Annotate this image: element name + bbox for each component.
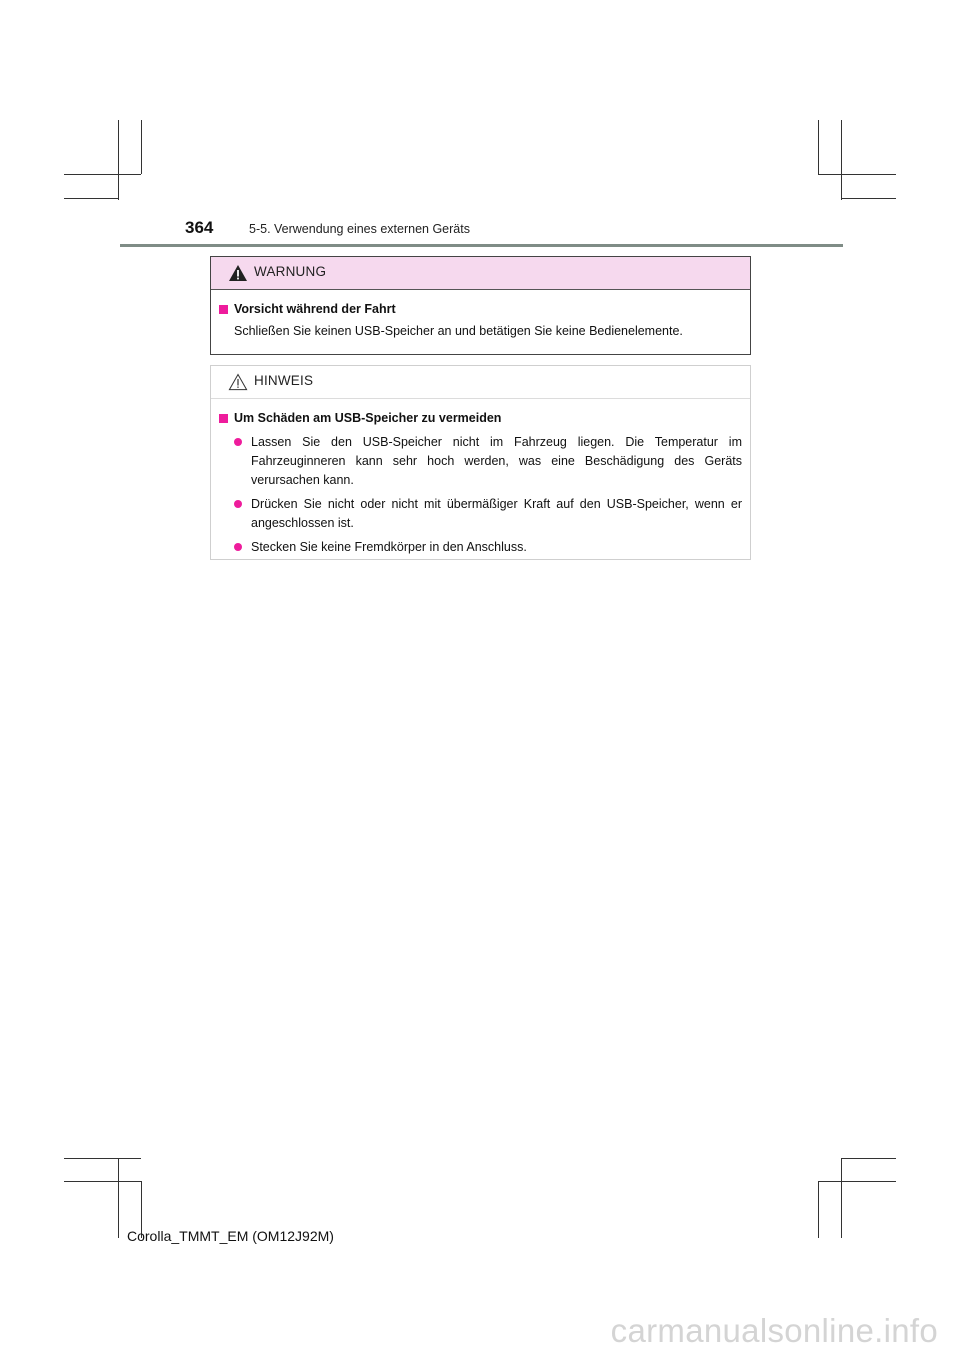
crop-mark: [841, 198, 896, 199]
list-item: [219, 538, 742, 557]
list-item-text: Drücken Sie nicht oder nicht mit übermäßiger Kraft auf den USB-Speicher, wenn er angeschlossen ist.: [251, 497, 742, 530]
crop-mark: [818, 174, 896, 175]
crop-mark: [141, 120, 142, 174]
square-bullet-icon: [219, 305, 228, 314]
crop-mark: [818, 1181, 896, 1182]
crop-mark: [64, 1181, 141, 1182]
crop-mark: [841, 1158, 842, 1238]
warning-heading: [219, 300, 742, 319]
crop-mark: [818, 1181, 819, 1238]
section-title: 5-5. Verwendung eines externen Geräts: [249, 222, 470, 236]
square-bullet-icon: [219, 414, 228, 423]
header-rule: [120, 244, 843, 247]
warning-label: WARNUNG: [254, 264, 327, 279]
warning-text: Schließen Sie keinen USB-Speicher an und betätigen Sie keine Bedienelemente.: [234, 324, 683, 338]
list-item: [219, 495, 742, 533]
crop-mark: [841, 120, 842, 200]
crop-mark: [841, 1158, 896, 1159]
warning-body: [211, 290, 750, 341]
round-bullet-icon: [234, 500, 242, 508]
footer-code: Corolla_TMMT_EM (OM12J92M): [127, 1228, 334, 1244]
page-number: 364: [185, 218, 214, 237]
notice-header: [211, 366, 750, 399]
watermark[interactable]: carmanualsonline.info: [610, 1312, 938, 1349]
round-bullet-icon: [234, 438, 242, 446]
warning-header: [211, 257, 750, 290]
notice-label: HINWEIS: [254, 373, 314, 388]
crop-mark: [64, 174, 141, 175]
notice-heading-text: Um Schäden am USB-Speicher zu vermeiden: [234, 411, 502, 425]
warning-box: [210, 256, 751, 355]
round-bullet-icon: [234, 543, 242, 551]
list-item: [219, 433, 742, 490]
notice-heading: [219, 409, 742, 428]
crop-mark: [64, 1158, 141, 1159]
list-item-text: Lassen Sie den USB-Speicher nicht im Fahrzeug liegen. Die Temperatur im Fahrzeuginneren kann sehr hoch werden, was eine Beschädigung des Geräts verursachen kann.: [251, 435, 742, 487]
notice-body: [211, 399, 750, 557]
crop-mark: [118, 120, 119, 200]
crop-mark: [818, 120, 819, 174]
notice-triangle-icon: [228, 373, 248, 391]
crop-mark: [64, 198, 118, 199]
warning-heading-text: Vorsicht während der Fahrt: [234, 302, 396, 316]
notice-box: [210, 365, 751, 560]
crop-mark: [118, 1158, 119, 1238]
warning-triangle-icon: [228, 264, 248, 282]
list-item-text: Stecken Sie keine Fremdkörper in den Anschluss.: [251, 540, 527, 554]
